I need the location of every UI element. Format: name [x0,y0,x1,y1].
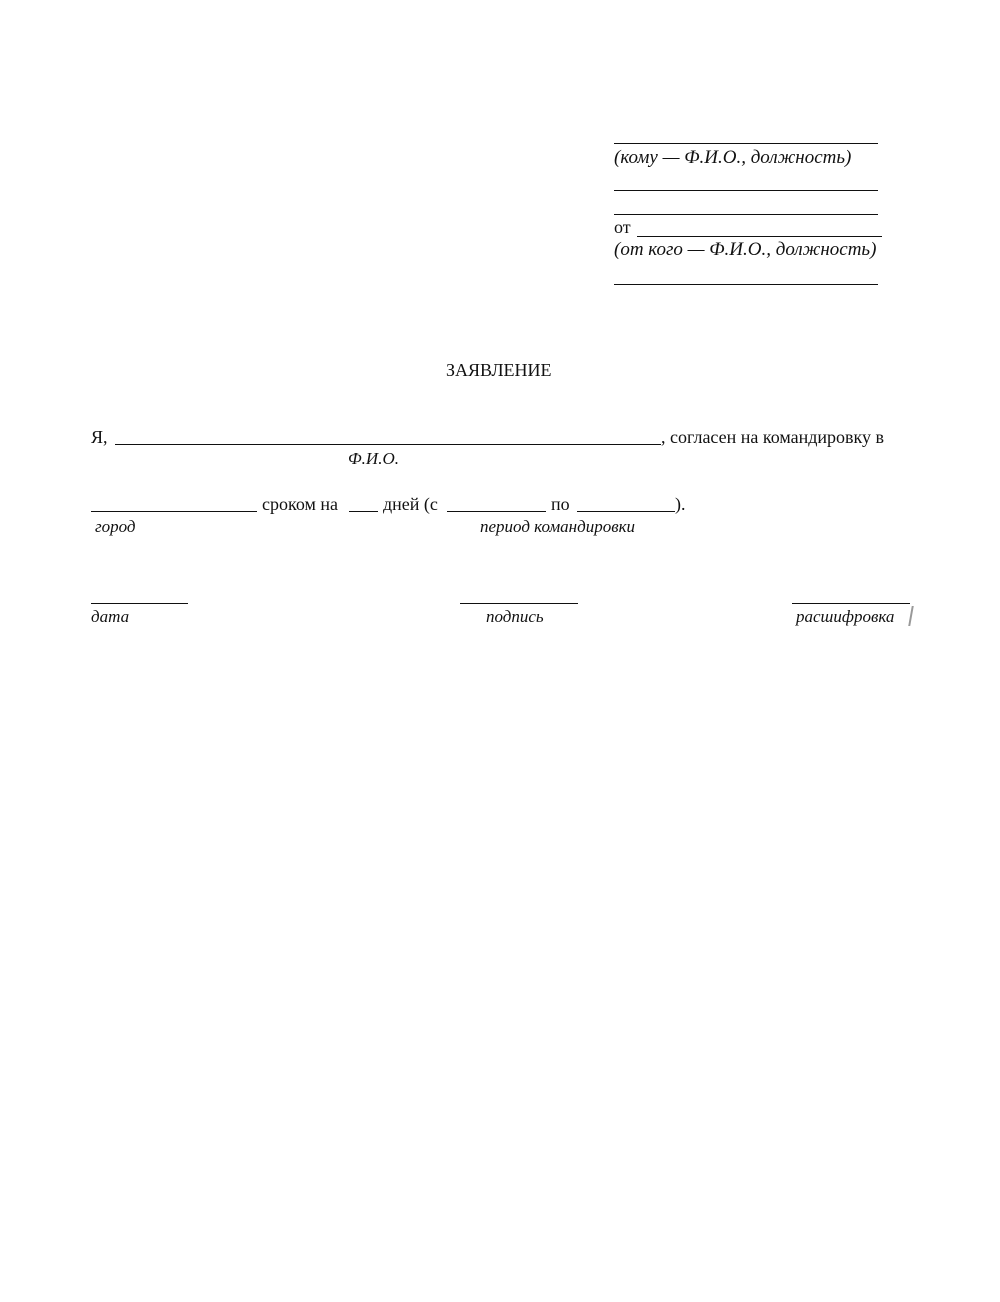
text-cursor-icon [908,606,917,626]
days-text: дней (с [383,494,438,514]
sender-hint: (от кого — Ф.И.О., должность) [614,239,877,260]
decode-hint: расшифровка [796,607,895,626]
decode-blank [792,603,910,604]
sender-line-2 [614,284,878,285]
to-text: по [551,494,570,514]
document-title: ЗАЯВЛЕНИЕ [446,360,552,380]
signature-hint: подпись [486,607,544,626]
fio-hint: Ф.И.О. [348,449,399,468]
signature-blank [460,603,578,604]
sender-line-1 [637,236,882,237]
city-blank [91,511,257,512]
addressee-line-1 [614,143,878,144]
closing-text: ). [675,494,686,514]
fio-blank [115,444,661,445]
statement-suffix: , согласен на командировку в [661,427,885,447]
date-hint: дата [91,607,130,626]
city-hint: город [95,517,136,536]
addressee-line-3 [614,214,878,215]
addressee-hint: (кому — Ф.И.О., должность) [614,147,852,168]
days-blank [349,511,378,512]
end-date-blank [577,511,675,512]
addressee-line-2 [614,190,878,191]
start-date-blank [447,511,546,512]
term-text: сроком на [262,494,338,514]
period-hint: период командировки [480,517,636,536]
from-label: от [614,217,631,237]
statement-prefix: Я, [91,427,108,447]
date-blank [91,603,188,604]
